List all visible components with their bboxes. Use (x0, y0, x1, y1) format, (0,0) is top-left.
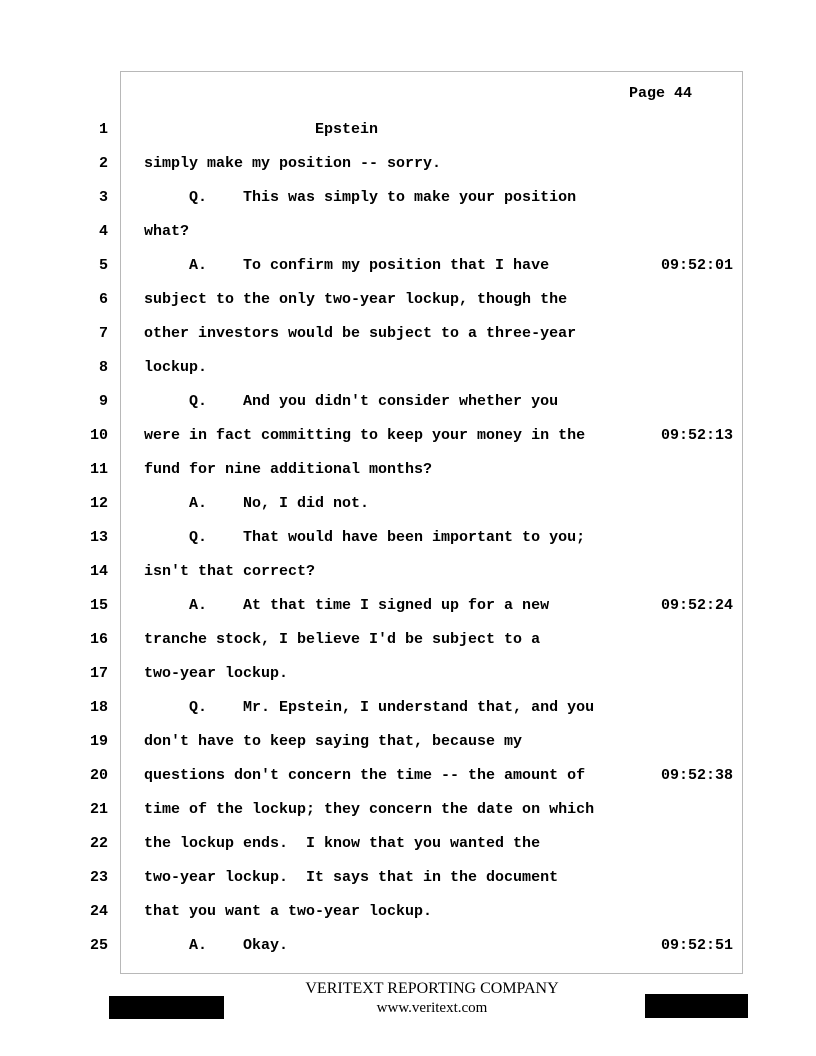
line-text: A. No, I did not. (144, 495, 370, 512)
line-text: A. Okay. (144, 937, 289, 954)
line-number: 18 (89, 699, 108, 716)
transcript-line (0, 425, 816, 459)
line-text: fund for nine additional months? (144, 461, 433, 478)
line-text: lockup. (144, 359, 208, 376)
transcript-line (0, 187, 816, 221)
line-text: Q. That would have been important to you; (144, 529, 586, 546)
transcript-line (0, 867, 816, 901)
transcript-line (0, 323, 816, 357)
line-text: other investors would be subject to a three-year (144, 325, 577, 342)
line-text: two-year lockup. (144, 665, 289, 682)
line-number: 11 (89, 461, 108, 478)
line-number: 3 (98, 189, 108, 206)
line-text: subject to the only two-year lockup, though the (144, 291, 568, 308)
transcript-line (0, 493, 816, 527)
footer-website: www.veritext.com (376, 1000, 488, 1016)
line-number: 22 (89, 835, 108, 852)
line-timestamp: 09:52:01 (661, 257, 734, 274)
line-timestamp: 09:52:24 (661, 597, 734, 614)
footer-company-name: VERITEXT REPORTING COMPANY (305, 980, 559, 997)
transcript-line (0, 357, 816, 391)
line-text: the lockup ends. I know that you wanted the (144, 835, 541, 852)
transcript-line (0, 629, 816, 663)
line-text: what? (144, 223, 190, 240)
line-timestamp: 09:52:51 (661, 937, 734, 954)
transcript-line (0, 765, 816, 799)
line-number: 8 (98, 359, 108, 376)
transcript-line (0, 561, 816, 595)
line-text: A. At that time I signed up for a new (144, 597, 550, 614)
transcript-line (0, 595, 816, 629)
line-number: 5 (98, 257, 108, 274)
line-text: A. To confirm my position that I have (144, 257, 550, 274)
line-text: Q. This was simply to make your position (144, 189, 577, 206)
transcript-line (0, 255, 816, 289)
redaction-box-left (109, 996, 224, 1019)
line-number: 2 (98, 155, 108, 172)
page-number: Page 44 (629, 85, 693, 102)
line-number: 14 (89, 563, 108, 580)
transcript-line (0, 833, 816, 867)
line-number: 1 (98, 121, 108, 138)
transcript-line (0, 119, 816, 153)
line-timestamp: 09:52:13 (661, 427, 734, 444)
transcript-line (0, 459, 816, 493)
line-number: 12 (89, 495, 108, 512)
transcript-line (0, 663, 816, 697)
line-number: 15 (89, 597, 108, 614)
line-number: 23 (89, 869, 108, 886)
transcript-line (0, 289, 816, 323)
line-text: Q. Mr. Epstein, I understand that, and you (144, 699, 595, 716)
transcript-line (0, 153, 816, 187)
transcript-line (0, 527, 816, 561)
line-text: were in fact committing to keep your money in the (144, 427, 586, 444)
line-text: isn't that correct? (144, 563, 316, 580)
line-timestamp: 09:52:38 (661, 767, 734, 784)
transcript-line (0, 391, 816, 425)
line-text: don't have to keep saying that, because my (144, 733, 523, 750)
transcript-line (0, 731, 816, 765)
line-text: Epstein (144, 121, 379, 138)
transcript-line (0, 697, 816, 731)
line-number: 9 (98, 393, 108, 410)
line-text: questions don't concern the time -- the amount of (144, 767, 586, 784)
line-text: tranche stock, I believe I'd be subject to a (144, 631, 541, 648)
transcript-line (0, 901, 816, 935)
line-number: 7 (98, 325, 108, 342)
line-text: two-year lockup. It says that in the document (144, 869, 559, 886)
transcript-line (0, 935, 816, 969)
line-number: 13 (89, 529, 108, 546)
line-number: 19 (89, 733, 108, 750)
transcript-line (0, 221, 816, 255)
line-number: 20 (89, 767, 108, 784)
line-number: 21 (89, 801, 108, 818)
transcript-line (0, 799, 816, 833)
line-number: 16 (89, 631, 108, 648)
line-number: 6 (98, 291, 108, 308)
line-text: that you want a two-year lockup. (144, 903, 433, 920)
line-text: time of the lockup; they concern the date on which (144, 801, 595, 818)
line-number: 25 (89, 937, 108, 954)
line-number: 17 (89, 665, 108, 682)
redaction-box-right (645, 994, 748, 1018)
line-text: Q. And you didn't consider whether you (144, 393, 559, 410)
line-number: 10 (89, 427, 108, 444)
line-number: 4 (98, 223, 108, 240)
line-text: simply make my position -- sorry. (144, 155, 442, 172)
transcript (0, 119, 816, 969)
line-number: 24 (89, 903, 108, 920)
